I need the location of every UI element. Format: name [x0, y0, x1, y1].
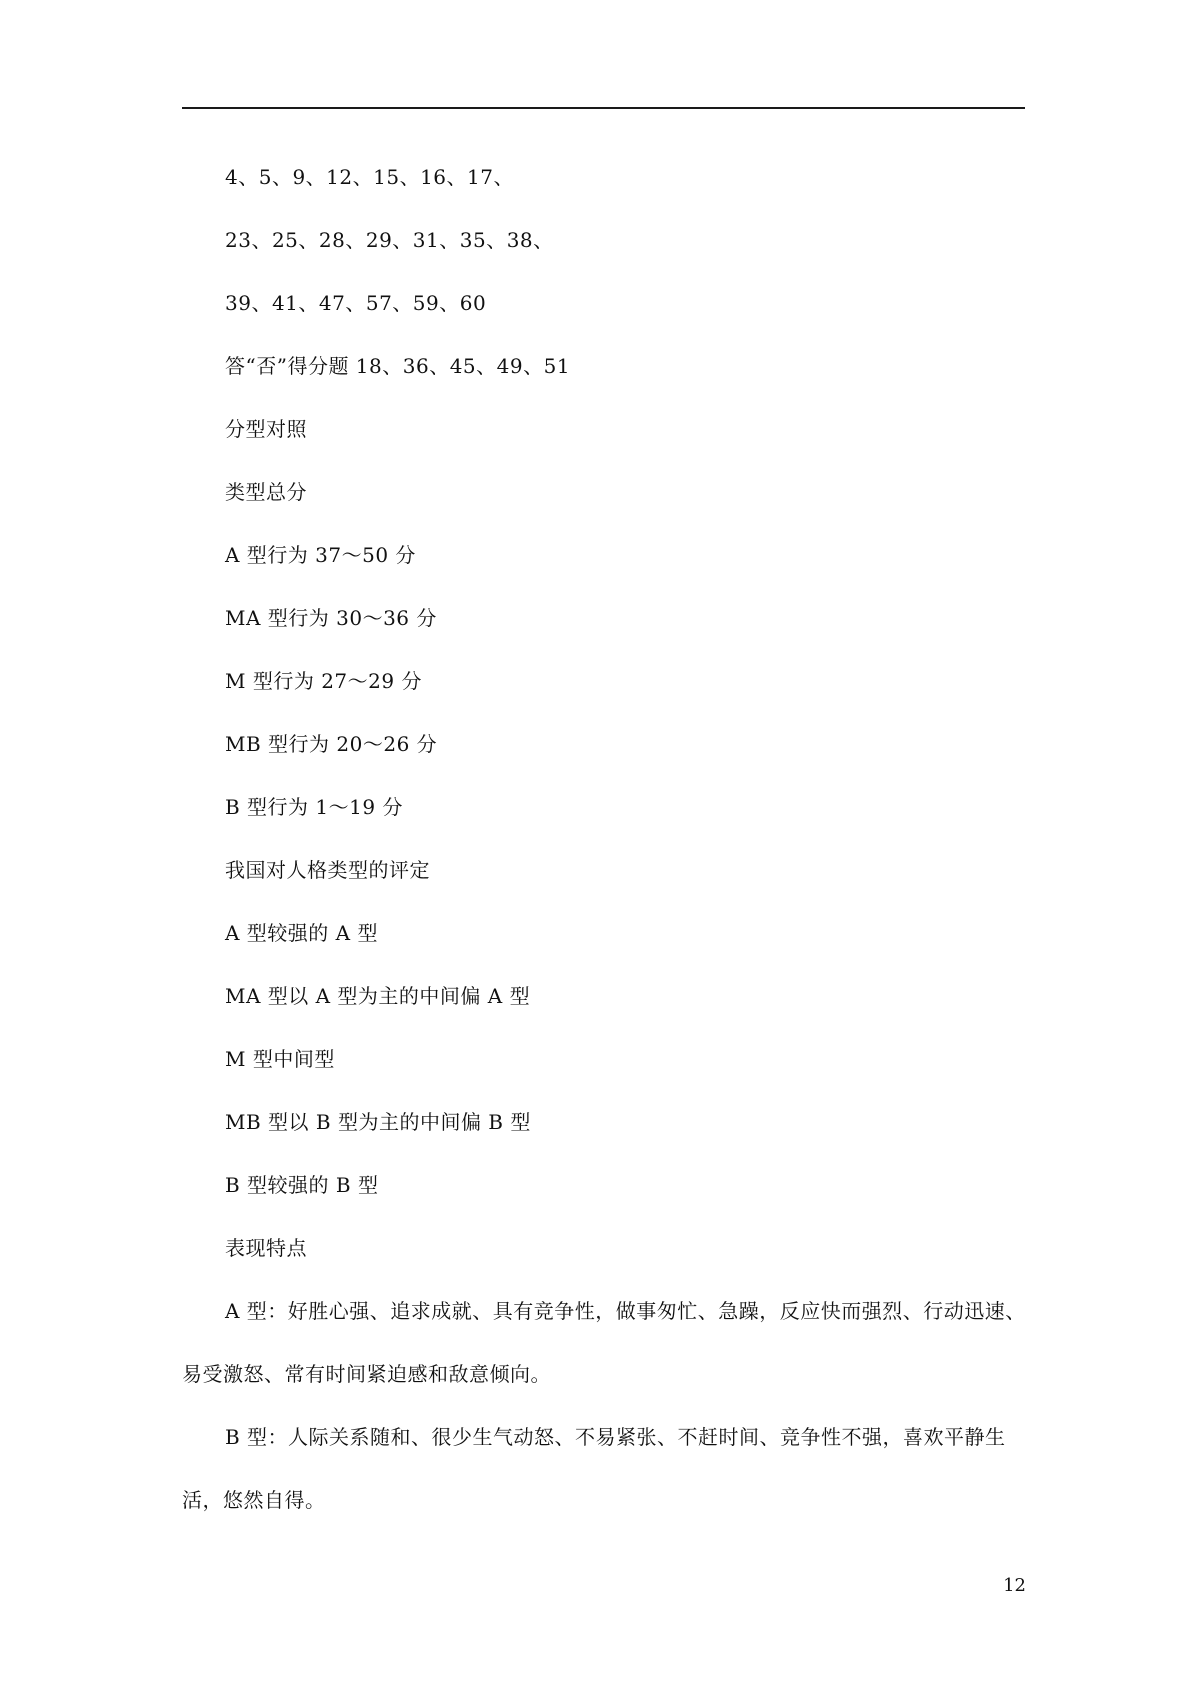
paragraph-line: 活，悠然自得。	[182, 1488, 326, 1512]
paragraph-line: A 型：好胜心强、追求成就、具有竞争性，做事匆忙、急躁，反应快而强烈、行动迅速、	[225, 1299, 1026, 1323]
paragraph-line: B 型：人际关系随和、很少生气动怒、不易紧张、不赶时间、竞争性不强，喜欢平静生	[225, 1425, 1006, 1449]
text-line: A 型较强的 A 型	[225, 921, 378, 945]
section-heading: 表现特点	[225, 1236, 307, 1260]
text-line: 答“否”得分题 18、36、45、49、51	[225, 354, 571, 378]
text-line: B 型较强的 B 型	[225, 1173, 379, 1197]
section-heading: 我国对人格类型的评定	[225, 858, 430, 882]
text-line: 23、25、28、29、31、35、38、	[225, 228, 554, 252]
section-heading: 分型对照	[225, 417, 307, 441]
text-line: 4、5、9、12、15、16、17、	[225, 165, 514, 189]
paragraph-line: 易受激怒、常有时间紧迫感和敌意倾向。	[182, 1362, 551, 1386]
text-line: A 型行为 37～50 分	[225, 543, 416, 567]
text-line: MB 型行为 20～26 分	[225, 732, 438, 756]
paragraph-type-a	[182, 1298, 1025, 1387]
text-line: MA 型行为 30～36 分	[225, 606, 437, 630]
text-line: MB 型以 B 型为主的中间偏 B 型	[225, 1110, 531, 1134]
text-line: 39、41、47、57、59、60	[225, 291, 487, 315]
page-number: 12	[1003, 1575, 1026, 1596]
text-line: M 型行为 27～29 分	[225, 669, 422, 693]
table-header: 类型总分	[225, 480, 307, 504]
paragraph-type-b	[182, 1424, 1025, 1513]
header-rule	[182, 107, 1025, 109]
text-line: M 型中间型	[225, 1047, 335, 1071]
text-line: B 型行为 1～19 分	[225, 795, 403, 819]
text-line: MA 型以 A 型为主的中间偏 A 型	[225, 984, 531, 1008]
